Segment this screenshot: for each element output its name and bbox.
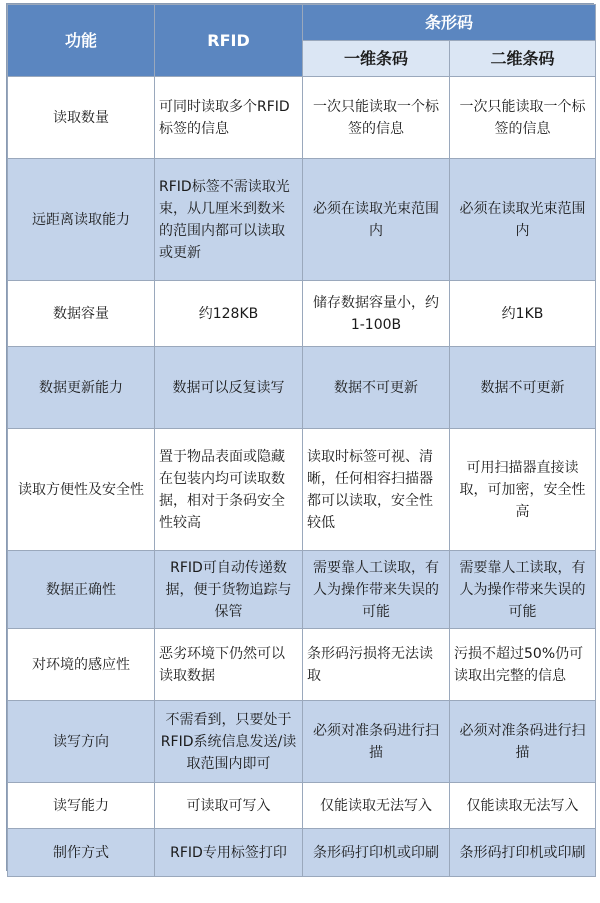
rfid-cell: 置于物品表面或隐藏在包装内均可读取数据，相对于条码安全性较高 [155, 429, 303, 551]
feature-cell: 数据正确性 [8, 551, 155, 629]
rfid-cell: 约128KB [155, 281, 303, 347]
feature-cell: 数据容量 [8, 281, 155, 347]
feature-cell: 数据更新能力 [8, 347, 155, 429]
one-d-cell: 必须对准条码进行扫描 [303, 701, 450, 783]
two-d-cell: 必须在读取光束范围内 [450, 159, 596, 281]
rfid-cell: RFID标签不需读取光束，从几厘米到数米的范围内都可以读取或更新 [155, 159, 303, 281]
table-row [8, 829, 596, 877]
table-row [8, 701, 596, 783]
rfid-cell: 恶劣环境下仍然可以读取数据 [155, 629, 303, 701]
two-d-cell: 污损不超过50%仍可读取出完整的信息 [450, 629, 596, 701]
rfid-barcode-comparison-table [7, 4, 596, 877]
rfid-cell: RFID专用标签打印 [155, 829, 303, 877]
two-d-cell: 约1KB [450, 281, 596, 347]
two-d-cell: 需要靠人工读取，有人为操作带来失误的可能 [450, 551, 596, 629]
comparison-table-container [6, 3, 594, 871]
one-d-cell: 仅能读取无法写入 [303, 783, 450, 829]
header-barcode: 条形码 [303, 5, 596, 41]
feature-cell: 制作方式 [8, 829, 155, 877]
two-d-cell: 可用扫描器直接读取，可加密，安全性高 [450, 429, 596, 551]
table-row [8, 159, 596, 281]
table-row [8, 77, 596, 159]
one-d-cell: 需要靠人工读取，有人为操作带来失误的可能 [303, 551, 450, 629]
rfid-cell: RFID可自动传递数据，便于货物追踪与保管 [155, 551, 303, 629]
one-d-cell: 读取时标签可视、清晰，任何相容扫描器都可以读取，安全性较低 [303, 429, 450, 551]
two-d-cell: 一次只能读取一个标签的信息 [450, 77, 596, 159]
one-d-cell: 储存数据容量小，约1-100B [303, 281, 450, 347]
table-row [8, 551, 596, 629]
feature-cell: 读取方便性及安全性 [8, 429, 155, 551]
header-feature: 功能 [8, 5, 155, 77]
one-d-cell: 一次只能读取一个标签的信息 [303, 77, 450, 159]
rfid-cell: 可同时读取多个RFID标签的信息 [155, 77, 303, 159]
header-two-d-barcode: 二维条码 [450, 41, 596, 77]
rfid-cell: 数据可以反复读写 [155, 347, 303, 429]
rfid-cell: 不需看到，只要处于RFID系统信息发送/读取范围内即可 [155, 701, 303, 783]
header-rfid: RFID [155, 5, 303, 77]
table-row [8, 629, 596, 701]
one-d-cell: 数据不可更新 [303, 347, 450, 429]
two-d-cell: 条形码打印机或印刷 [450, 829, 596, 877]
table-row [8, 783, 596, 829]
rfid-cell: 可读取可写入 [155, 783, 303, 829]
one-d-cell: 条形码污损将无法读取 [303, 629, 450, 701]
table-row [8, 429, 596, 551]
one-d-cell: 必须在读取光束范围内 [303, 159, 450, 281]
two-d-cell: 数据不可更新 [450, 347, 596, 429]
feature-cell: 读写方向 [8, 701, 155, 783]
two-d-cell: 仅能读取无法写入 [450, 783, 596, 829]
feature-cell: 远距离读取能力 [8, 159, 155, 281]
feature-cell: 读写能力 [8, 783, 155, 829]
two-d-cell: 必须对准条码进行扫描 [450, 701, 596, 783]
table-row [8, 281, 596, 347]
feature-cell: 读取数量 [8, 77, 155, 159]
table-row [8, 347, 596, 429]
feature-cell: 对环境的感应性 [8, 629, 155, 701]
header-one-d-barcode: 一维条码 [303, 41, 450, 77]
one-d-cell: 条形码打印机或印刷 [303, 829, 450, 877]
